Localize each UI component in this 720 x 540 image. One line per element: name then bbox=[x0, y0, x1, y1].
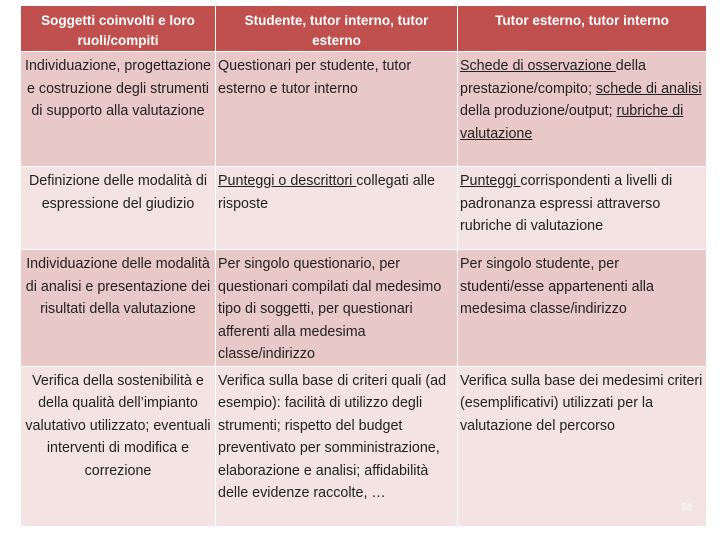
row-cell-col2 bbox=[216, 52, 458, 167]
cell-text: della produzione/output; bbox=[460, 103, 617, 119]
cell-underlined-text: rubriche di valutazione bbox=[460, 103, 684, 142]
row-cell-col2 bbox=[216, 250, 458, 367]
row-cell-col2 bbox=[216, 366, 458, 526]
table-row bbox=[21, 167, 707, 250]
row-phase: Definizione delle modalità di espressione del giudizio bbox=[21, 167, 216, 250]
row-phase: Individuazione delle modalità di analisi e presentazione dei risultati della valutazione bbox=[21, 250, 216, 367]
row-cell-col3 bbox=[458, 250, 707, 367]
cell-underlined-text: schede di analisi bbox=[595, 80, 702, 97]
row-cell-col3 bbox=[458, 366, 707, 526]
row-phase: Individuazione, progettazione e costruzione degli strumenti di supporto alla valutazione bbox=[21, 52, 216, 167]
header-roles: Soggetti coinvolti e loro ruoli/compiti bbox=[21, 6, 216, 52]
cell-underlined-text: Punteggi o descrittori bbox=[218, 173, 357, 189]
cell-text: Per singolo studente, per studenti/esse appartenenti alla medesima classe/indirizzo bbox=[460, 256, 654, 317]
cell-text: Verifica sulla base di criteri quali (ad esempio): facilità di utilizzo degli strumenti; rispetto del budget preventivato per somministrazione, elaborazione e analisi; affidabilità delle evidenze raccolte, … bbox=[218, 372, 447, 501]
cell-underlined-text: Schede di osservazione bbox=[460, 58, 616, 74]
cell-text: Questionari per studente, tutor esterno e tutor interno bbox=[218, 58, 412, 97]
page-number: 58 bbox=[681, 502, 692, 512]
cell-text: Verifica sulla base dei medesimi criteri (esemplificativi) utilizzati per la valutazione del percorso bbox=[460, 372, 703, 434]
header-tutors: Tutor esterno, tutor interno bbox=[458, 6, 707, 52]
cell-text: della prestazione/compito; bbox=[460, 58, 646, 97]
row-cell-col2 bbox=[216, 167, 458, 250]
table-row bbox=[21, 52, 707, 167]
evaluation-table bbox=[20, 5, 707, 527]
cell-text: collegati alle risposte bbox=[218, 173, 435, 212]
cell-text: corrispondenti a livelli di padronanza espressi attraverso rubriche di valutazione bbox=[460, 173, 673, 234]
cell-text: Per singolo questionario, per questionari compilati dal medesimo tipo di soggetti, per questionari afferenti alla medesima classe/indirizzo bbox=[218, 256, 442, 362]
row-cell-col3 bbox=[458, 167, 707, 250]
table-row bbox=[21, 250, 707, 367]
cell-underlined-text: Punteggi bbox=[460, 173, 521, 189]
row-phase: Verifica della sostenibilità e della qualità dell’impianto valutativo utilizzato; eventuali interventi di modifica e correzione bbox=[21, 366, 216, 526]
evaluation-table-container bbox=[20, 5, 706, 527]
header-student-tutors: Studente, tutor interno, tutor esterno bbox=[216, 6, 458, 52]
row-cell-col3 bbox=[458, 52, 707, 167]
table-header-row bbox=[21, 6, 707, 52]
table-row bbox=[21, 366, 707, 526]
